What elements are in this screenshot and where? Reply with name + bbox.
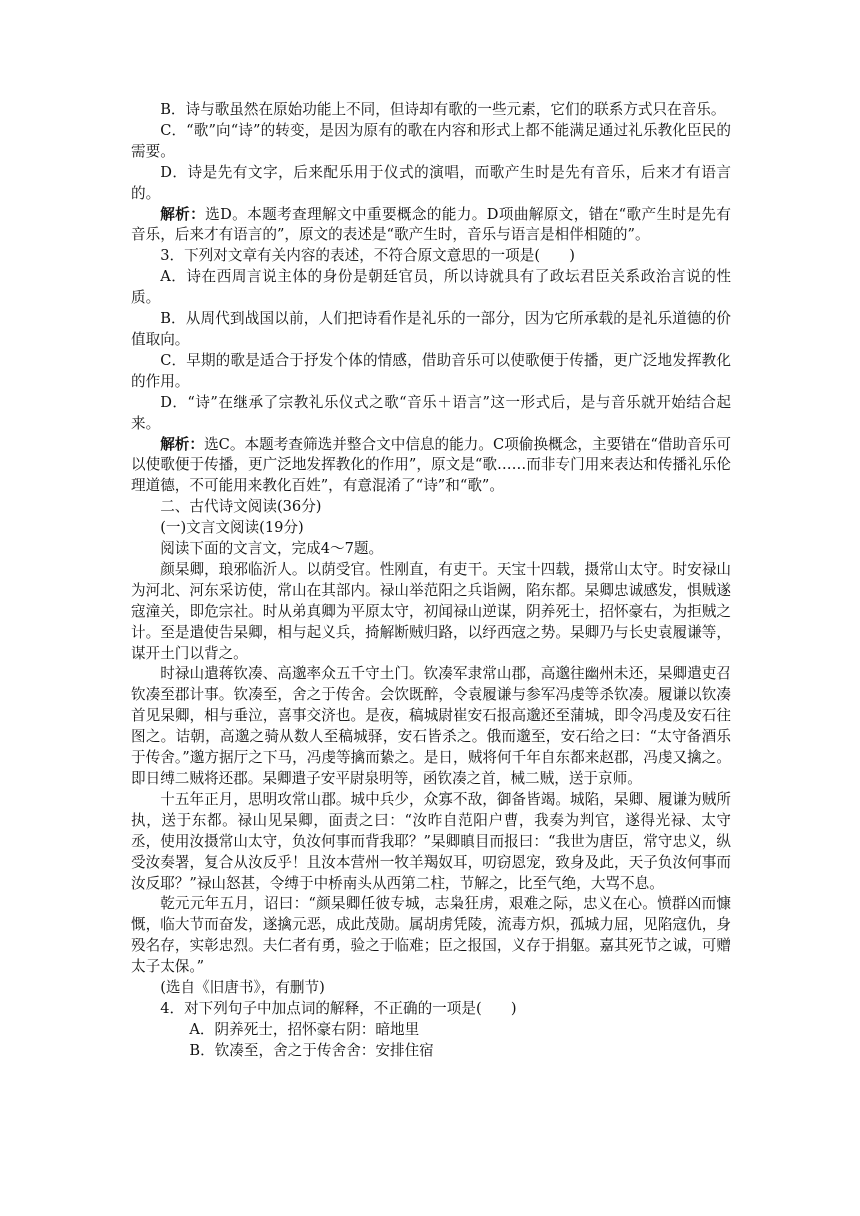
option-b-line: B．诗与歌虽然在原始功能上不同，但诗却有歌的一些元素，它们的联系方式只在音乐。 [160,101,726,118]
analysis-label: 解析： [160,435,205,453]
section-heading: 二、古代诗文阅读(36分) [160,498,322,516]
analysis-text: 选C。本题考查筛选并整合文中信息的能力。C项偷换概念，主要错在“借助音乐可以使歌便于传播，更广泛地发挥教化的作用”，原文是“歌……而非专门用来表达和传播礼乐伦理道德，不可能用来教化百姓”，有意混淆了“诗”和“歌”。 [131,435,731,495]
question-3-option-d: D．“诗”在继承了宗教礼乐仪式之歌“音乐＋语言”这一形式后，是与音乐就开始结合起来。 [131,393,731,432]
analysis-text: 选D。本题考查理解文中重要概念的能力。D项曲解原文，错在“歌产生时是先有音乐，后来才有语言的”，原文的表述是“歌产生时，音乐与语言是相伴相随的”。 [131,205,731,244]
option-gloss: 阴：暗地里 [346,1020,420,1038]
option-d-line: D．诗是先有文字，后来配乐用于仪式的演唱，而歌产生时是先有音乐，后来才有语言的。 [131,163,731,202]
analysis-q2 [131,205,731,247]
question-3-option-a: A．诗在西周言说主体的身份是朝廷官员，所以诗就具有了政坛君臣关系政治言说的性质。 [131,268,731,307]
passage-paragraph-1: 颜杲卿，琅邪临沂人。以荫受官。性刚直，有吏干。天宝十四载，摄常山太守。时安禄山为河北、河东采访使，常山在其部内。禄山举范阳之兵诣阙，陷东都。杲卿忠诚感发，惧贼遂寇潼关，即危宗社。时从弟真卿为平原太守，初闻禄山逆谋，阴养死士，招怀豪右，为拒贼之计。至是遣使告杲卿，相与起义兵，掎解断贼归路，以纾西寇之势。杲卿乃与长史袁履谦等，谋开土门以背之。 [131,560,731,662]
option-c-line: C．“歌”向“诗”的转变，是因为原有的歌在内容和形式上都不能满足通过礼乐教化臣民的需要。 [131,121,731,160]
question-4-option-b [131,1041,731,1062]
option-sentence: B．钦凑至，舍之于传舍 [189,1041,347,1059]
question-4-option-a [131,1020,731,1041]
question-3: 3．下列对文章有关内容的表述，不符合原文意思的一项是( ) [160,247,575,265]
reading-instruction: 阅读下面的文言文，完成4～7题。 [160,540,384,558]
option-gloss: 舍：安排住宿 [346,1041,434,1059]
analysis-q3 [131,435,731,498]
subsection-heading: (一)文言文阅读(19分) [160,519,304,537]
option-sentence: A．阴养死士，招怀豪右 [189,1020,346,1038]
analysis-label: 解析： [160,205,206,223]
question-3-option-c: C．早期的歌是适合于抒发个体的情感，借助音乐可以使歌便于传播，更广泛地发挥教化的作用。 [131,351,731,390]
passage-source: (选自《旧唐书》，有删节) [160,979,325,997]
document-body [131,100,731,1062]
passage-paragraph-4: 乾元元年五月，诏曰：“颜杲卿任彼专城，志枭狂虏，艰难之际，忠义在心。愤群凶而慷慨，临大节而奋发，遂擒元恶，成此茂勋。属胡虏凭陵，流毒方炽，孤城力屈，见陷寇仇，身殁名存，实彰忠烈。夫仁者有勇，验之于临难；臣之报国，义存于捐躯。嘉其死节之诚，可赠太子太保。” [131,895,731,976]
passage-paragraph-3: 十五年正月，思明攻常山郡。城中兵少，众寡不敌，御备皆竭。城陷，杲卿、履谦为贼所执，送于东都。禄山见杲卿，面责之曰：“汝昨自范阳户曹，我奏为判官，遂得光禄、太守丞，使用汝摄常山太守，负汝何事而背我耶？”杲卿瞋目而报曰：“我世为唐臣，常守忠义，纵受汝奏署，复合从汝反乎！且汝本营州一牧羊羯奴耳，叨窃恩宠，致身及此，天子负汝何事而汝反耶？”禄山怒甚，令缚于中桥南头从西第二柱，节解之，比至气绝，大骂不息。 [131,790,731,892]
question-3-option-b: B．从周代到战国以前，人们把诗看作是礼乐的一部分，因为它所承载的是礼乐道德的价值取向。 [131,310,731,348]
question-4: 4．对下列句子中加点词的解释，不正确的一项是( ) [160,999,517,1017]
passage-paragraph-2: 时禄山遣蒋钦凑、高邈率众五千守土门。钦凑军隶常山郡，高邈往幽州未还，杲卿遣吏召钦凑至郡计事。钦凑至，舍之于传舍。会饮既醉，令袁履谦与参军冯虔等杀钦凑。履谦以钦凑首见杲卿，相与垂泣，喜事交济也。是夜，稿城尉崔安石报高邈还至蒲城，即令冯虔及安石往图之。诘朝，高邈之骑从数人至稿城驿，安石皆杀之。俄而邈至，安石给之曰：“太守备酒乐于传舍。”邈方据厅之下马，冯虔等擒而絷之。是日，贼将何千年自东都来赵郡，冯虔又擒之。即日缚二贼将还郡。杲卿遣子安平尉泉明等，函钦凑之首，械二贼，送于京师。 [131,665,731,787]
